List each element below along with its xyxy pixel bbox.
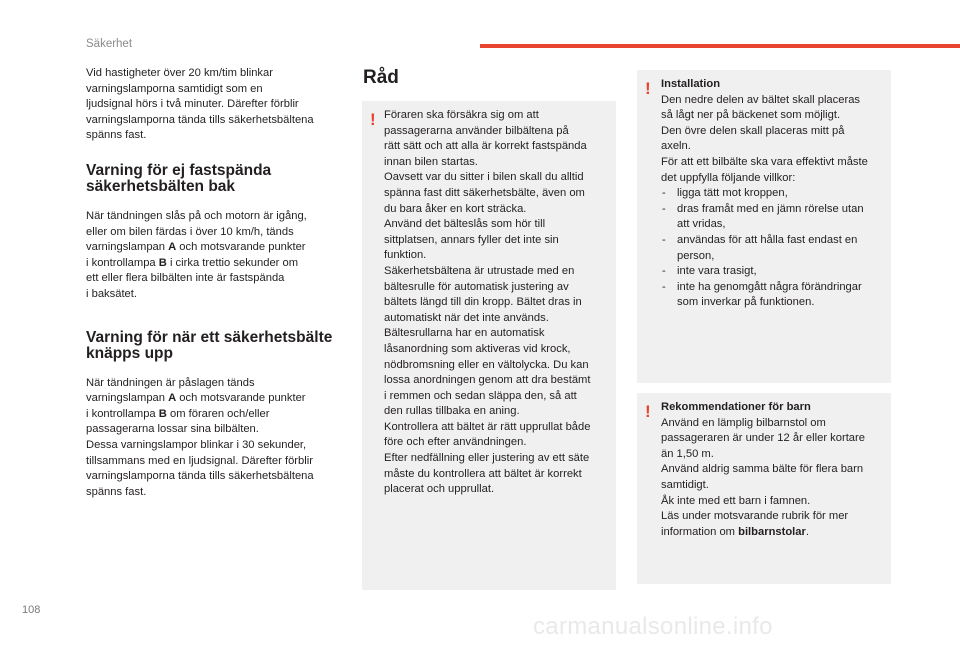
lamp-a-label: A	[168, 392, 177, 405]
lamp-b-label: B	[158, 256, 167, 269]
installation-conditions-list	[661, 186, 889, 311]
children-title: Rekommendationer för barn	[661, 401, 811, 413]
intro-paragraph: Vid hastigheter över 20 km/tim blinkar varningslamporna samtidigt som en ljudsignal hörs i två minuter. Därefter förblir varningslamporna tända tills säkerhetsbältena spänns fast.	[86, 67, 314, 142]
list-item: - inte ha genomgått några förändringar som inverkar på funktionen.	[662, 280, 862, 309]
installation-title: Installation	[661, 78, 721, 90]
warning-icon: !	[370, 110, 376, 129]
section-header: Säkerhet	[86, 38, 133, 50]
lamp-b-label: B	[158, 407, 167, 420]
lamp-a-label: A	[168, 241, 177, 254]
left-column	[86, 66, 344, 500]
header-accent-bar	[480, 44, 960, 48]
children-text	[661, 400, 889, 540]
section-body-rear-belts: När tändningen slås på och motorn är igång, eller om bilen färdas i över 10 km/h, tänds varningslampan A och motsvarande punkter i kontrollampa B i cirka trettio sekunder om ett eller flera bilbälten inte är fastspända i baksätet.	[86, 209, 307, 300]
section-body-unbuckle: När tändningen är påslagen tänds varningslampan A och motsvarande punkter i kontrollampa B om föraren och/eller passagerarna lossar sina bilbälten. Dessa varningslampor blinkar i 30 sekunder, tillsammans med en ljudsignal. Därefter förblir varningslamporna tända tills säkerhetsbältena spänns fast.	[86, 376, 314, 498]
watermark: carmanualsonline.info	[533, 613, 773, 640]
child-seats-reference: bilbarnstolar	[738, 525, 806, 538]
advice-text: Föraren ska försäkra sig om att passagerarna använder bilbältena på rätt sätt och att alla är korrekt fastspända innan bilen startas. Oavsett var du sitter i bilen skall du alltid spänna fast ditt säkerhetsbälte, även om du bara åker en kort sträcka. Använd det bälteslås som hör till sittplatsen, annars fyller det inte sin funktion. Säkerhetsbältena är utrustade med en bältesrulle för automatisk justering av bältets längd till din kropp. Bältet dras in automatiskt när det inte används. Bältesrullarna har en automatisk låsanordning som aktiveras vid krock, nödbromsning eller en vältolycka. Du kan lossa anordningen genom att dra bestämt i remmen och sedan släppa den, så att den rullas tillbaka en aning. Kontrollera att bältet är rätt upprullat både före och efter användningen. Efter nedfällning eller justering av ett säte måste du kontrollera att bältet är korrekt placerat och upprullat.	[384, 109, 591, 496]
warning-icon: !	[645, 402, 651, 421]
section-title-unbuckle: Varning för när ett säkerhetsbälte knäpps upp	[86, 328, 333, 363]
warning-icon: !	[645, 79, 651, 98]
children-body: Använd en lämplig bilbarnstol om passageraren är under 12 år eller kortare än 1,50 m. Använd aldrig samma bälte för flera barn samtidigt. Åk inte med ett barn i famnen. Läs under motsvarande rubrik för mer information om bilbarnstolar.	[661, 416, 865, 538]
installation-text	[661, 77, 889, 311]
installation-body: Den nedre delen av bältet skall placeras så lågt ner på bäckenet som möjligt. Den övre delen skall placeras mitt på axeln. För att ett bilbälte ska vara effektivt måste det uppfylla följande villkor:	[661, 93, 868, 184]
list-item: - dras framåt med en jämn rörelse utan att vridas,	[662, 202, 864, 231]
page-number: 108	[22, 604, 41, 616]
section-title-rear-belts: Varning för ej fastspända säkerhetsbälten bak	[86, 161, 272, 196]
list-item: - ligga tätt mot kroppen,	[662, 187, 788, 200]
list-item: - inte vara trasigt,	[662, 265, 757, 278]
advice-title: Råd	[363, 67, 399, 88]
list-item: - användas för att hålla fast endast en person,	[662, 233, 858, 262]
